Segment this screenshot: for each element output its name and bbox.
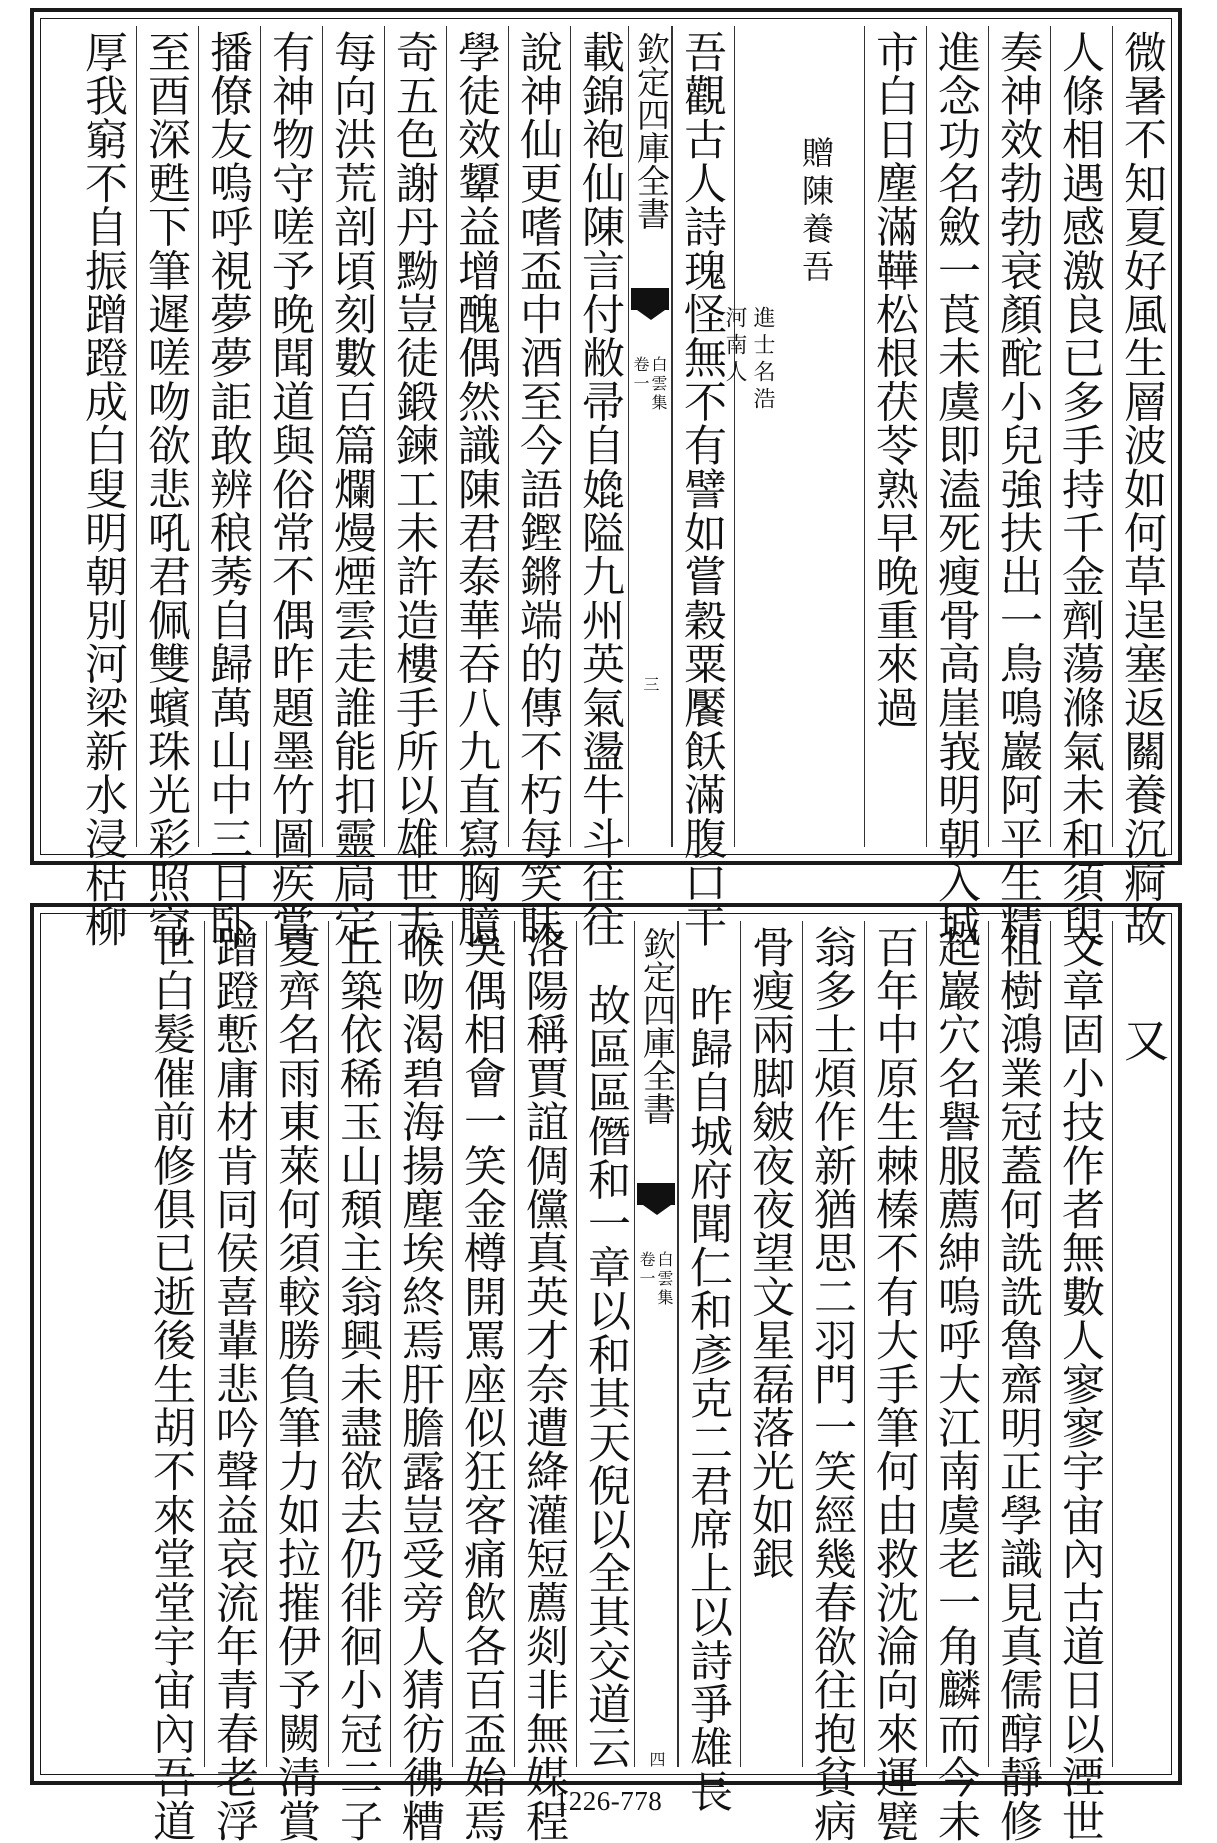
column-text: 故區區僭和一章以和其天倪以全其交道云: [581, 983, 631, 1770]
text-column: [988, 26, 1046, 948]
text-column: [926, 921, 984, 1843]
fish-tail-mark: [631, 288, 669, 310]
text-column: [390, 921, 448, 1843]
text-column: [514, 921, 572, 1843]
column-text: 奇五色謝丹黝豈徒鍛鍊工未許造樓手所以雄世夫: [389, 30, 439, 948]
volume-label: 卷一: [631, 356, 650, 394]
column-text: 百年中原生棘榛不有大手筆何由救沈淪向來運甓: [869, 925, 919, 1843]
column-text: 翁多士煩作新猶思二羽門一笑經幾春欲往抱貧病: [807, 925, 857, 1843]
center-fold-margin: [628, 26, 672, 847]
column-text: 世白髮催前修俱已逝後生胡不來堂堂宇宙內吾道: [146, 925, 196, 1843]
book-name: 白雲集: [655, 1251, 674, 1308]
text-column: [864, 921, 922, 1843]
column-text: 厚我窮不自振蹭蹬成白叟明朝別河梁新水浸枯柳: [78, 30, 128, 948]
column-text: 至酉深甦下筆遲嗟吻欲悲吼君佩雙蠙珠光彩照穹: [141, 30, 191, 948]
author-note: 河南人: [722, 306, 747, 387]
page-footer-number: 1226-778: [554, 1786, 663, 1816]
text-column: [570, 26, 628, 948]
text-column: [74, 26, 132, 948]
text-column: [328, 921, 386, 1843]
column-text: 吾觀古人詩瑰怪無不有譬如嘗穀粟饜飫滿腹口干: [677, 30, 727, 948]
poem-title: 贈陳養吾: [797, 136, 835, 288]
author-note: 進士名浩: [750, 306, 775, 414]
text-column: [446, 26, 504, 948]
text-column: [864, 26, 922, 847]
column-text: 微暑不知夏好風生層波如何草逞塞返關養沉痾故: [1117, 30, 1167, 948]
column-text: 奏神效勃勃衰顏酡小兒強扶出一鳥鳴巖阿平生精: [993, 30, 1043, 948]
column-text: 蹭蹬慙庸材肯同侯喜輩悲吟聲益哀流年青春老浮: [209, 925, 259, 1843]
book-series-title: 欽定四庫全書: [632, 32, 671, 230]
text-column: [266, 921, 324, 1843]
column-text: 夏齊名雨東萊何須較勝負筆力如拉摧伊予闕清賞: [271, 925, 321, 1843]
text-column: [678, 921, 736, 1814]
column-text: 喉吻渴碧海揚塵埃終焉肝膽露豈受旁人猜彷彿糟: [395, 925, 445, 1843]
text-column: [672, 26, 730, 948]
column-text: 丘築依稀玉山頹主翁興未盡欲去仍徘徊小冠二子: [333, 925, 383, 1843]
column-text: 昨歸自城府聞仁和彥克二君席上以詩爭雄長: [683, 983, 733, 1814]
column-text: 市白日塵滿鞾松根茯苓熟早晚重來過: [869, 30, 919, 730]
text-column: [926, 26, 984, 948]
text-column: [740, 921, 798, 1767]
column-text: 說神仙更嗜盃中酒至今語鏗鏘端的傳不朽每笑眛: [513, 30, 563, 948]
column-text: 吳偶相會一笑金樽開罵座似狂客痛飲各百盃始焉: [457, 925, 507, 1843]
text-column: [1112, 26, 1170, 948]
text-column: [142, 921, 200, 1843]
text-column: [452, 921, 510, 1843]
column-text: 學徒效顰益增醜偶然識陳君泰華吞八九直寫胸臆: [451, 30, 501, 948]
text-column: [384, 26, 442, 948]
volume-label: 卷一: [637, 1251, 656, 1289]
column-text: 洛陽稱賈誼倜儻真英才奈遭絳灌短薦剡非無媒程: [519, 925, 569, 1843]
poem-heading: 又: [1116, 1017, 1169, 1063]
text-column: [988, 921, 1046, 1843]
column-text: 文章固小技作者無數人寥寥宇宙內古道日以湮世: [1055, 925, 1105, 1843]
column-text: 人條相遇感激良已多手持千金劑蕩滌氣未和須臾: [1055, 30, 1105, 948]
text-column: [508, 26, 566, 948]
center-fold-margin: [634, 921, 678, 1767]
book-series-title: 欽定四庫全書: [638, 927, 677, 1125]
column-text: 骨瘦兩脚皴夜夜望文星磊落光如銀: [745, 925, 795, 1581]
text-column: [1050, 26, 1108, 948]
text-column: [260, 26, 318, 948]
text-column: [802, 921, 860, 1843]
text-column: [1050, 921, 1108, 1843]
text-column: [204, 921, 262, 1843]
page-number: 四: [647, 1751, 666, 1767]
book-name: 白雲集: [649, 356, 668, 413]
heading-column: [1112, 921, 1170, 1767]
column-text: 播僚友嗚呼視夢夢詎敢辨稂莠自歸萬山中三日卧: [203, 30, 253, 948]
upper-page-frame: [30, 8, 1182, 948]
poem-title-column: [722, 26, 864, 847]
column-text: 有神物守嗟予晚聞道與俗常不偶昨題墨竹圖疾賞: [265, 30, 315, 948]
column-text: 祖樹鴻業冠蓋何詵詵魯齋明正學識見真儒醇靜修: [993, 925, 1043, 1843]
text-column: [576, 921, 634, 1770]
text-column: [136, 26, 194, 948]
column-text: 起巖穴名譽服薦紳嗚呼大江南虞老一角麟而今未: [931, 925, 981, 1843]
text-column: [198, 26, 256, 948]
column-text: 進念功名斂一莨未虞即溘死瘦骨高崖峩明朝入城: [931, 30, 981, 948]
page-number: 三: [641, 676, 660, 692]
column-text: 載錦袍仙陳言付敝帚自嫓隘九州英氣盪牛斗往往: [575, 30, 625, 948]
text-column: [322, 26, 380, 948]
column-text: 每向洪荒剖頃刻數百篇爛熳煙雲走誰能扣靈扃定: [327, 30, 377, 948]
fish-tail-mark: [637, 1183, 675, 1205]
